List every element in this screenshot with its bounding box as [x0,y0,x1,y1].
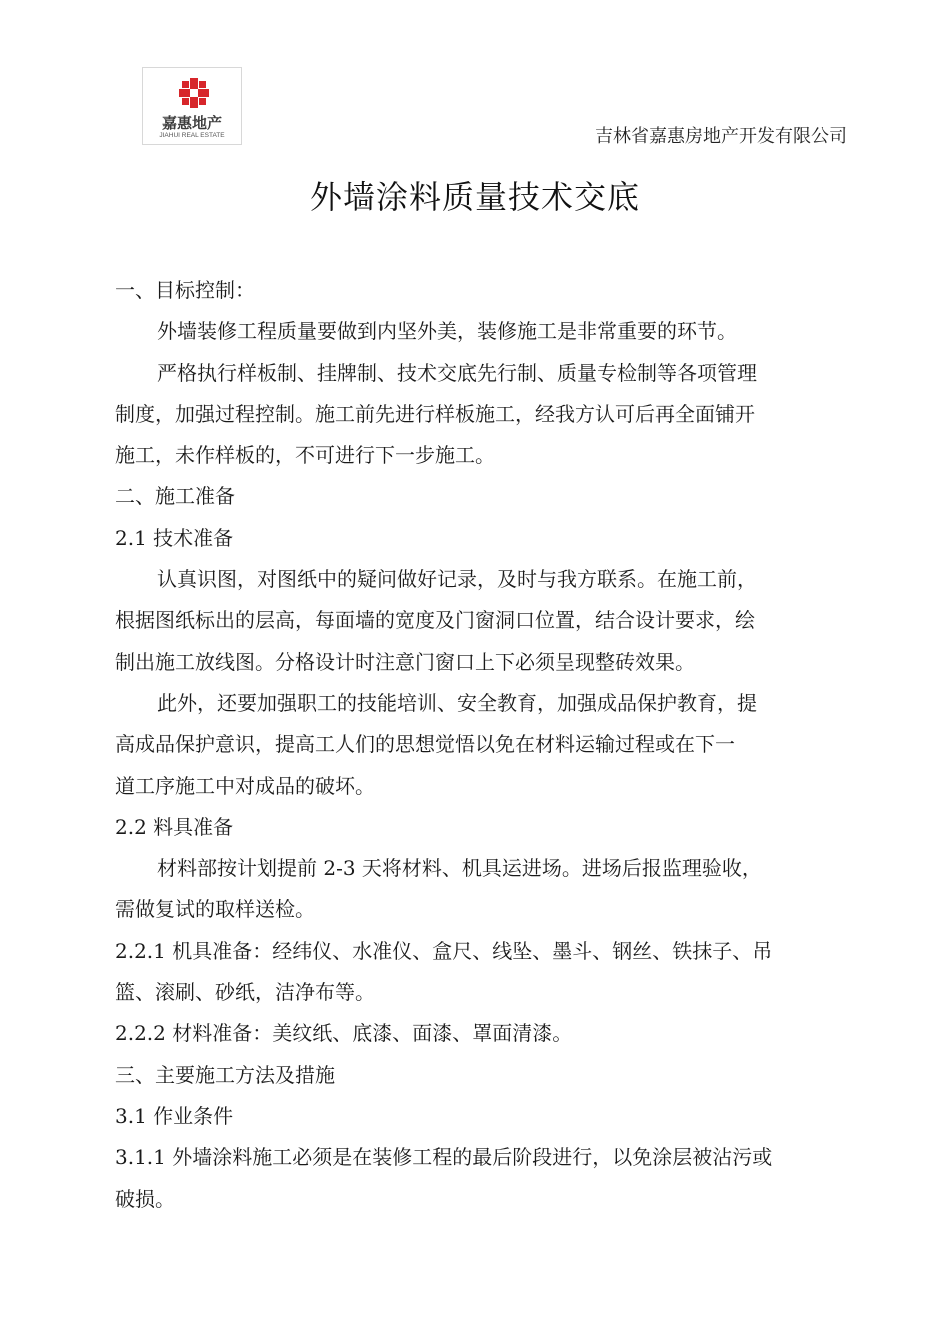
subsection-heading: 2.2 料具准备 [115,814,234,839]
subsection-heading: 3.1 作业条件 [115,1103,234,1128]
paragraph-line: 施工，未作样板的，不可进行下一步施工。 [115,443,495,468]
logo-chinese-text: 嘉惠地产 [161,114,222,132]
paragraph-line: 严格执行样板制、挂牌制、技术交底先行制、质量专检制等各项管理 [157,360,757,385]
section-heading: 一、目标控制： [115,278,255,302]
paragraph-line: 破损。 [115,1186,175,1211]
paragraph-line: 此外，还要加强职工的技能培训、安全教育，加强成品保护教育，提 [157,690,757,715]
logo-emblem-icon [179,78,209,108]
paragraph-line: 需做复试的取样送检。 [115,897,315,922]
paragraph-line: 道工序施工中对成品的破坏。 [115,773,375,798]
section-heading: 三、主要施工方法及措施 [115,1062,335,1087]
paragraph-line: 材料部按计划提前 2-3 天将材料、机具运进场。进场后报监理验收， [157,856,762,881]
document-title: 外墙涂料质量技术交底 [309,178,640,216]
paragraph-line: 制度，加强过程控制。施工前先进行样板施工，经我方认可后再全面铺开 [115,401,755,426]
paragraph-line: 高成品保护意识，提高工人们的思想觉悟以免在材料运输过程或在下一 [115,732,735,757]
paragraph-line: 3.1.1 外墙涂料施工必须是在装修工程的最后阶段进行，以免涂层被沾污或 [115,1145,773,1170]
paragraph-line: 篮、滚刷、砂纸，洁净布等。 [115,980,375,1005]
subsection-heading: 2.1 技术准备 [115,525,234,550]
paragraph-line: 2.2.2 材料准备：美纹纸、底漆、面漆、罩面清漆。 [115,1021,573,1046]
paragraph-line: 2.2.1 机具准备：经纬仪、水准仪、盒尺、线坠、墨斗、钢丝、铁抹子、吊 [115,938,773,963]
section-heading: 二、施工准备 [115,484,235,509]
logo-english-text: JIAHUI REAL ESTATE [159,132,225,139]
company-name: 吉林省嘉惠房地产开发有限公司 [595,126,847,147]
document-body [115,270,855,1220]
paragraph-line: 外墙装修工程质量要做到内坚外美，装修施工是非常重要的环节。 [157,319,737,344]
company-logo [142,67,242,145]
paragraph-line: 认真识图，对图纸中的疑问做好记录，及时与我方联系。在施工前， [157,567,757,592]
paragraph-line: 制出施工放线图。分格设计时注意门窗口上下必须呈现整砖效果。 [115,649,695,674]
paragraph-line: 根据图纸标出的层高，每面墙的宽度及门窗洞口位置，结合设计要求，绘 [115,608,755,633]
